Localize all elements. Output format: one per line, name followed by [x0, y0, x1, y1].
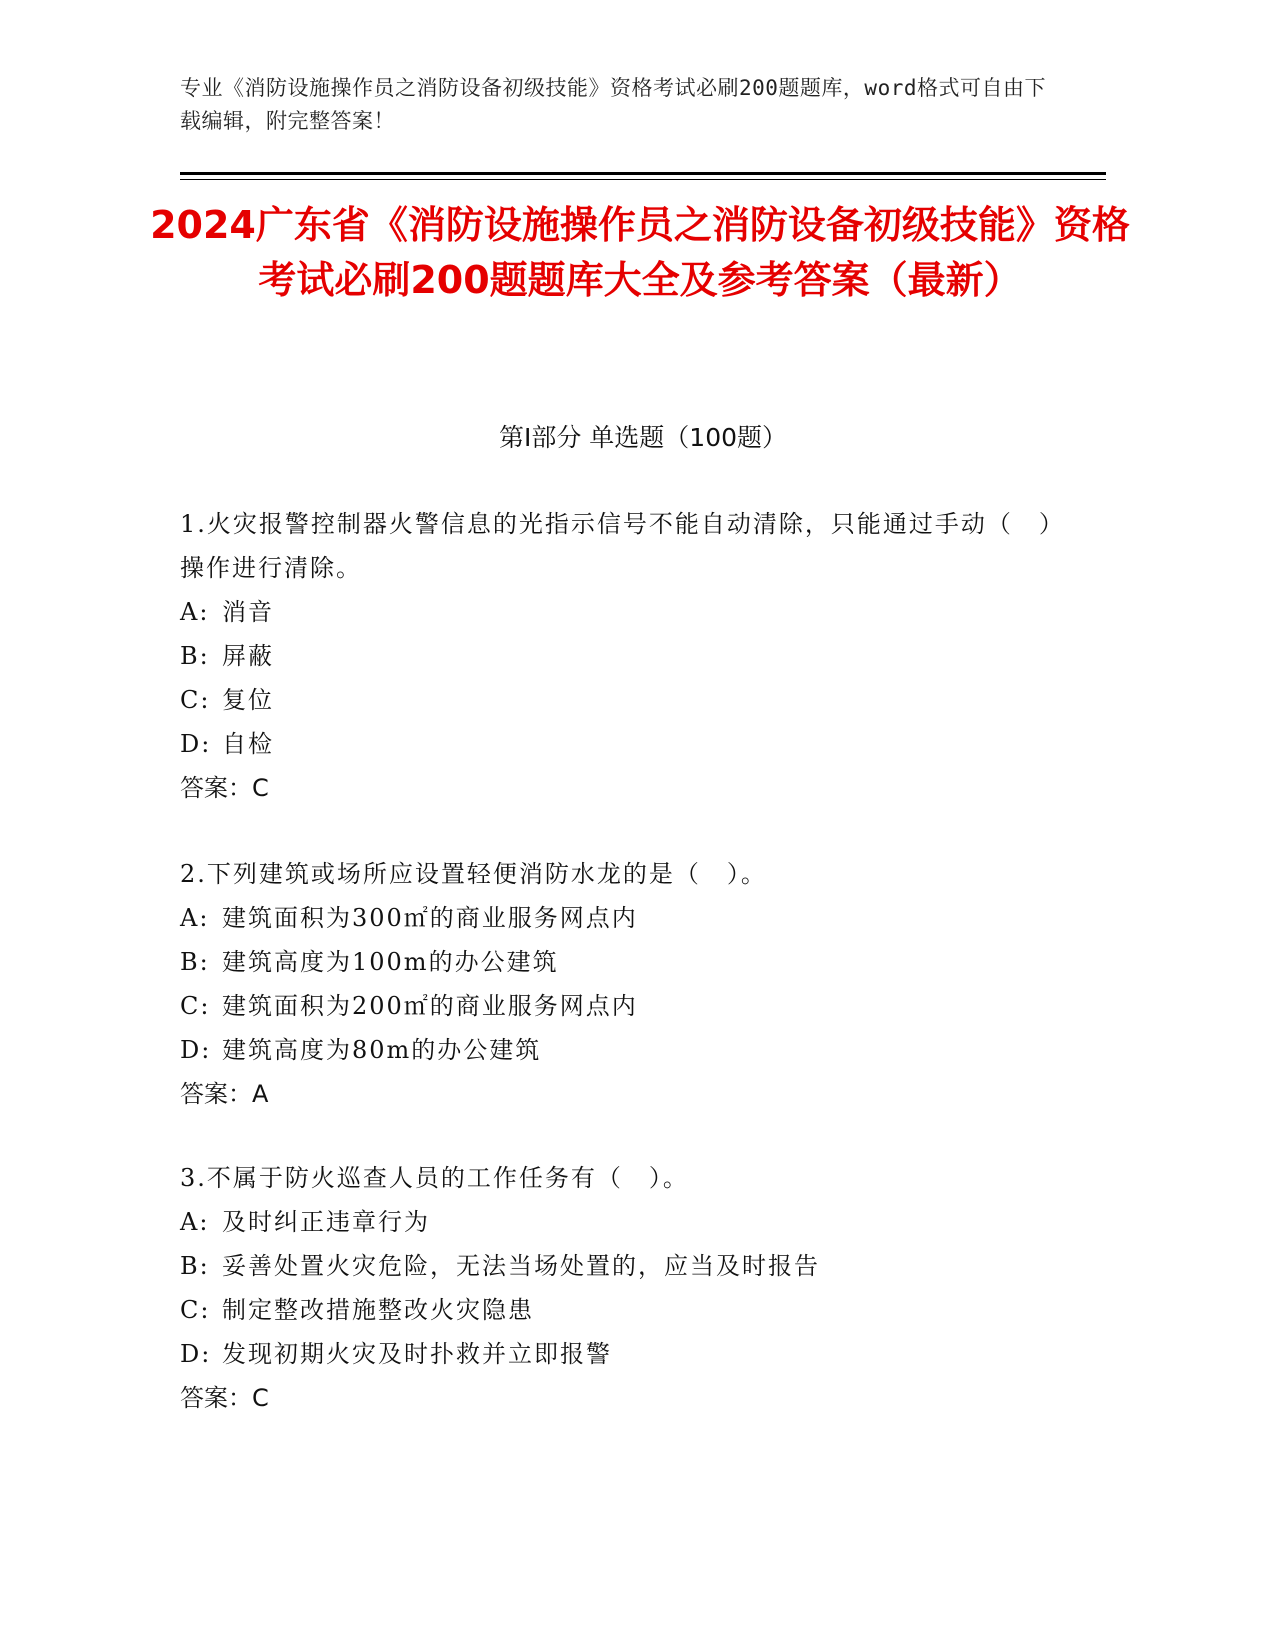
option-key: D:: [180, 730, 212, 758]
option-text: 妥善处置火灾危险，无法当场处置的，应当及时报告: [222, 1252, 820, 1280]
option-text: 消音: [222, 598, 274, 626]
question-3: [180, 1156, 1060, 1420]
option-text: 自检: [222, 730, 274, 758]
option-b: [180, 1244, 1060, 1288]
option-key: A:: [180, 904, 210, 932]
option-key: B:: [180, 642, 210, 670]
option-text: 复位: [222, 686, 274, 714]
option-key: B:: [180, 948, 210, 976]
option-d: [180, 722, 1060, 766]
option-key: D:: [180, 1036, 212, 1064]
section-title: 第Ⅰ部分 单选题（100题）: [498, 423, 788, 452]
option-a: [180, 1200, 1060, 1244]
option-text: 建筑高度为100m的办公建筑: [222, 948, 559, 976]
option-text: 及时纠正违章行为: [222, 1208, 430, 1236]
answer: 答案：C: [180, 774, 269, 802]
option-c: [180, 678, 1060, 722]
option-key: A:: [180, 1208, 210, 1236]
option-key: A:: [180, 598, 210, 626]
option-d: [180, 1332, 1060, 1376]
option-d: [180, 1028, 1060, 1072]
option-key: D:: [180, 1340, 212, 1368]
option-c: [180, 1288, 1060, 1332]
question-stem: 1.火灾报警控制器火警信息的光指示信号不能自动清除，只能通过手动（ ）操作进行清除。: [180, 510, 1053, 582]
option-text: 制定整改措施整改火灾隐患: [222, 1296, 534, 1324]
option-key: B:: [180, 1252, 210, 1280]
answer: 答案：C: [180, 1384, 269, 1412]
option-a: [180, 590, 1060, 634]
option-b: [180, 940, 1060, 984]
question-1: [180, 502, 1060, 810]
option-text: 屏蔽: [222, 642, 274, 670]
header-rule-thin: [180, 179, 1106, 180]
option-key: C:: [180, 1296, 211, 1324]
option-text: 建筑面积为300㎡的商业服务网点内: [222, 904, 638, 932]
header-rule-thick: [180, 172, 1106, 175]
option-key: C:: [180, 686, 211, 714]
option-text: 建筑面积为200㎡的商业服务网点内: [222, 992, 638, 1020]
header-note: 专业《消防设施操作员之消防设备初级技能》资格考试必刷200题题库，word格式可自由下载编辑，附完整答案！: [180, 76, 1046, 133]
question-stem: 3.不属于防火巡查人员的工作任务有（ ）。: [180, 1164, 689, 1192]
question-2: [180, 852, 1060, 1116]
option-c: [180, 984, 1060, 1028]
option-a: [180, 896, 1060, 940]
option-b: [180, 634, 1060, 678]
option-key: C:: [180, 992, 211, 1020]
option-text: 发现初期火灾及时扑救并立即报警: [222, 1340, 612, 1368]
question-stem: 2.下列建筑或场所应设置轻便消防水龙的是（ ）。: [180, 860, 767, 888]
page-title: 2024广东省《消防设施操作员之消防设备初级技能》资格考试必刷200题题库大全及参考答案（最新）: [150, 203, 1130, 302]
option-text: 建筑高度为80m的办公建筑: [222, 1036, 542, 1064]
answer: 答案：A: [180, 1080, 269, 1108]
